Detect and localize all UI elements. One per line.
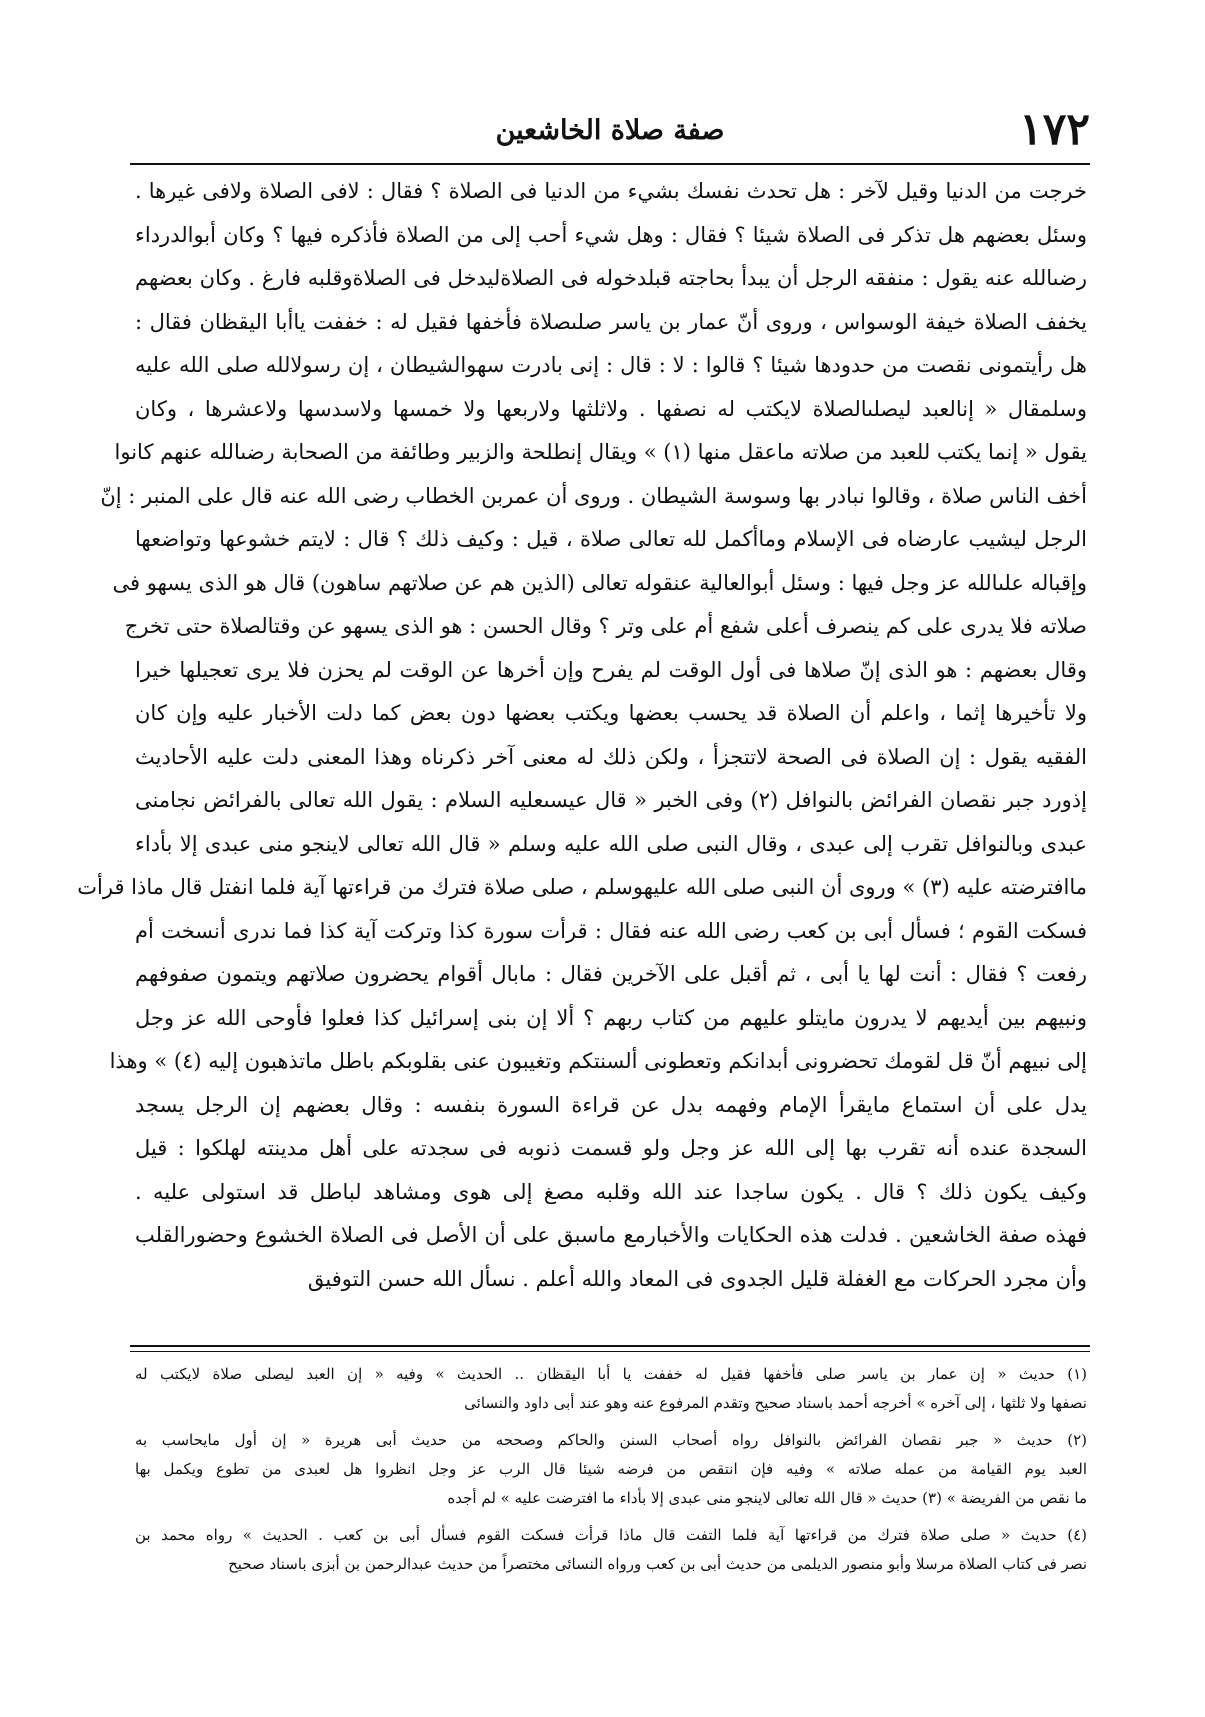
footnote-separator-thin	[130, 1351, 1090, 1352]
text-line: يخفف الصلاة خيفة الوسواس ، وروى أنّ عمار بن ياسر صلىصلاة فأخفها فقيل له : خففت ياأبا اليقظان فقال :	[135, 309, 1087, 334]
footnotes	[135, 1360, 1087, 1579]
footnote-line: (٤) حديث « صلى صلاة فترك من قراءتها آية فلما التفت قال ماذا قرأت فسكت القوم فسأل أبى بن كعب . الحديث » رواه محمد بن	[135, 1526, 1087, 1544]
text-line: ماافترضته عليه (٣) » وروى أن النبى صلى الله عليهوسلم ، صلى صلاة فترك من قراءتها آية فلما انفتل قال ماذا قرأت	[77, 875, 1087, 899]
text-line: وسلمقال « إنالعبد ليصلىالصلاة لايكتب له نصفها . ولاثلثها ولاربعها ولا خمسها ولاسدسها ولاعشرها ، وكان	[135, 396, 1087, 421]
text-line: عبدى وبالنوافل تقرب إلى عبدى ، وقال النبى صلى الله عليه وسلم « قال الله تعالى لاينجو منى عبدى إلا بأداء	[135, 831, 1087, 856]
text-line: رفعت ؟ فقال : أنت لها يا أبى ، ثم أقبل على الآخرين فقال : مابال أقوام يحضرون صلاتهم ويتمون صفوفهم	[135, 962, 1087, 986]
text-line: إلى نبيهم أنّ قل لقومك تحضرونى أبدانكم وتعطونى ألسنتكم وتغيبون عنى بقلوبكم باطل ماتذهبون إليه (٤) » وهذا	[109, 1049, 1087, 1073]
text-line: وقال بعضهم : هو الذى إنّ صلاها فى أول الوقت لم يفرح وإن أخرها عن الوقت لم يحزن فلا يرى تعجيلها خيرا	[135, 657, 1087, 682]
main-text	[77, 170, 1087, 1301]
text-line: يقول « إنما يكتب للعبد من صلاته ماعقل منها (١) » ويقال إنطلحة والزبير وطائفة من الصحابة رضىالله عنهم كانوا	[114, 440, 1087, 464]
text-line: صلاته فلا يدرى على كم ينصرف أعلى شفع أم على وتر ؟ وقال الحسن : هو الذى يسهو عن وقتالصلاة حتى تخرج	[124, 614, 1087, 638]
text-line: وأن مجرد الحركات مع الغفلة قليل الجدوى فى المعاد والله أعلم . نسأل الله حسن التوفيق	[307, 1266, 1087, 1291]
text-line: ونبيهم بين أيديهم لا يدرون مايتلو عليهم من كتاب ربهم ؟ ألا إن بنى إسرائيل كذا فعلوا فأوحى الله عز وجل	[135, 1005, 1087, 1030]
text-line: فهذه صفة الخاشعين . فدلت هذه الحكايات والأخبارمع ماسبق على أن الأصل فى الصلاة الخشوع وحضورالقلب	[135, 1223, 1087, 1247]
page-number: ١٧٢	[1019, 104, 1090, 155]
text-line: إذورد جبر نقصان الفرائض بالنوافل (٢) وفى الخبر « قال عيسىعليه السلام : يقول الله تعالى بالفرائض نجامنى	[135, 788, 1087, 812]
footnote-line: ما نقص من الفريضة » (٣) حديث « قال الله تعالى لاينجو منى عبدى إلا بأداء ما افترضت عليه » لم أجده	[447, 1489, 1087, 1507]
text-line: فسكت القوم ؛ فسأل أبى بن كعب رضى الله عنه فقال : قرأت سورة كذا وتركت آية كذا فما ندرى أنسخت أم	[135, 918, 1087, 943]
text-line: وكيف يكون ذلك ؟ قال . يكون ساجدا عند الله وقلبه مصغ إلى هوى ومشاهد لباطل قد استولى عليه .	[135, 1179, 1087, 1204]
header-rule	[130, 163, 1090, 165]
footnote-separator	[130, 1345, 1090, 1347]
page-header	[130, 100, 1090, 160]
running-title: صفة صلاة الخاشعين	[495, 115, 725, 146]
text-line: ولا تأخيرها إثما ، واعلم أن الصلاة قد يحسب بعضها ويكتب بعضها دون بعض كما دلت الأخبار عليه وإن كان	[135, 701, 1087, 725]
text-line: السجدة عنده أنه تقرب بها إلى الله عز وجل ولو قسمت ذنوبه فى سجدته على أهل مدينته لهلكوا : قيل	[135, 1136, 1087, 1160]
footnote-1	[135, 1360, 1087, 1418]
footnote-line: نصر فى كتاب الصلاة مرسلا وأبو منصور الديلمى من حديث أبى بن كعب ورواه النسائى مختصراً من حديث عبدالرحمن بن أبزى باسناد صحيح	[228, 1555, 1087, 1573]
text-line: وسئل بعضهم هل تذكر فى الصلاة شيئا ؟ فقال : وهل شيء أحب إلى من الصلاة فأذكره فيها ؟ وكان أبوالدرداء	[135, 222, 1087, 247]
footnote-line: العبد يوم القيامة من عمله صلاته » وفيه فإن انتقص من فرضه شيئا قال الرب عز وجل انظروا هل لعبدى من تطوع ويكمل بها	[135, 1460, 1087, 1478]
footnote-line: (١) حديث « إن عمار بن ياسر صلى فأخفها فقيل له خففت يا أبا اليقظان .. الحديث » وفيه « إن العبد ليصلى صلاة لايكتب له	[135, 1365, 1087, 1383]
text-line: خرجت من الدنيا وقيل لآخر : هل تحدث نفسك بشيء من الدنيا فى الصلاة ؟ فقال : لافى الصلاة ولافى غيرها .	[135, 179, 1087, 203]
footnote-line: نصفها ولا ثلثها ، إلى آخره » أخرجه أحمد باسناد صحيح وتقدم المرفوع عنه وهو عند أبى داود والنسائى	[464, 1394, 1087, 1412]
footnote-line: (٢) حديث « جبر نقصان الفرائض بالنوافل رواه أصحاب السنن والحاكم وصححه من حديث أبى هريرة « إن أول مايحاسب به	[135, 1431, 1087, 1449]
text-line: أخف الناس صلاة ، وقالوا نبادر بها وسوسة الشيطان . وروى أن عمربن الخطاب رضى الله عنه قال على المنبر : إنّ	[100, 483, 1087, 508]
footnote-2	[135, 1426, 1087, 1513]
text-line: الرجل ليشيب عارضاه فى الإسلام وماأكمل لله تعالى صلاة ، قيل : وكيف ذلك ؟ قال : لايتم خشوعها وتواضعها	[135, 527, 1087, 551]
footnote-4	[135, 1521, 1087, 1579]
text-line: وإقباله علىالله عز وجل فيها : وسئل أبوالعالية عنقوله تعالى (الذين هم عن صلاتهم ساهون) قال هو الذى يسهو فى	[112, 570, 1087, 595]
text-line: يدل على أن استماع مايقرأ الإمام وفهمه بدل عن قراءة السورة بنفسه : وقال بعضهم إن الرجل يسجد	[135, 1092, 1087, 1117]
text-line: هل رأيتمونى نقصت من حدودها شيئا ؟ قالوا : لا : قال : إنى بادرت سهوالشيطان ، إن رسولالله صلى الله عليه	[135, 353, 1087, 377]
text-line: رضىالله عنه يقول : منفقه الرجل أن يبدأ بحاجته قبلدخوله فى الصلاةليدخل فى الصلاةوقلبه فارغ . وكان بعضهم	[135, 266, 1087, 290]
text-line: الفقيه يقول : إن الصلاة فى الصحة لاتتجزأ ، ولكن ذلك له معنى آخر ذكرناه وهذا المعنى دلت عليه الأحاديث	[135, 744, 1087, 769]
